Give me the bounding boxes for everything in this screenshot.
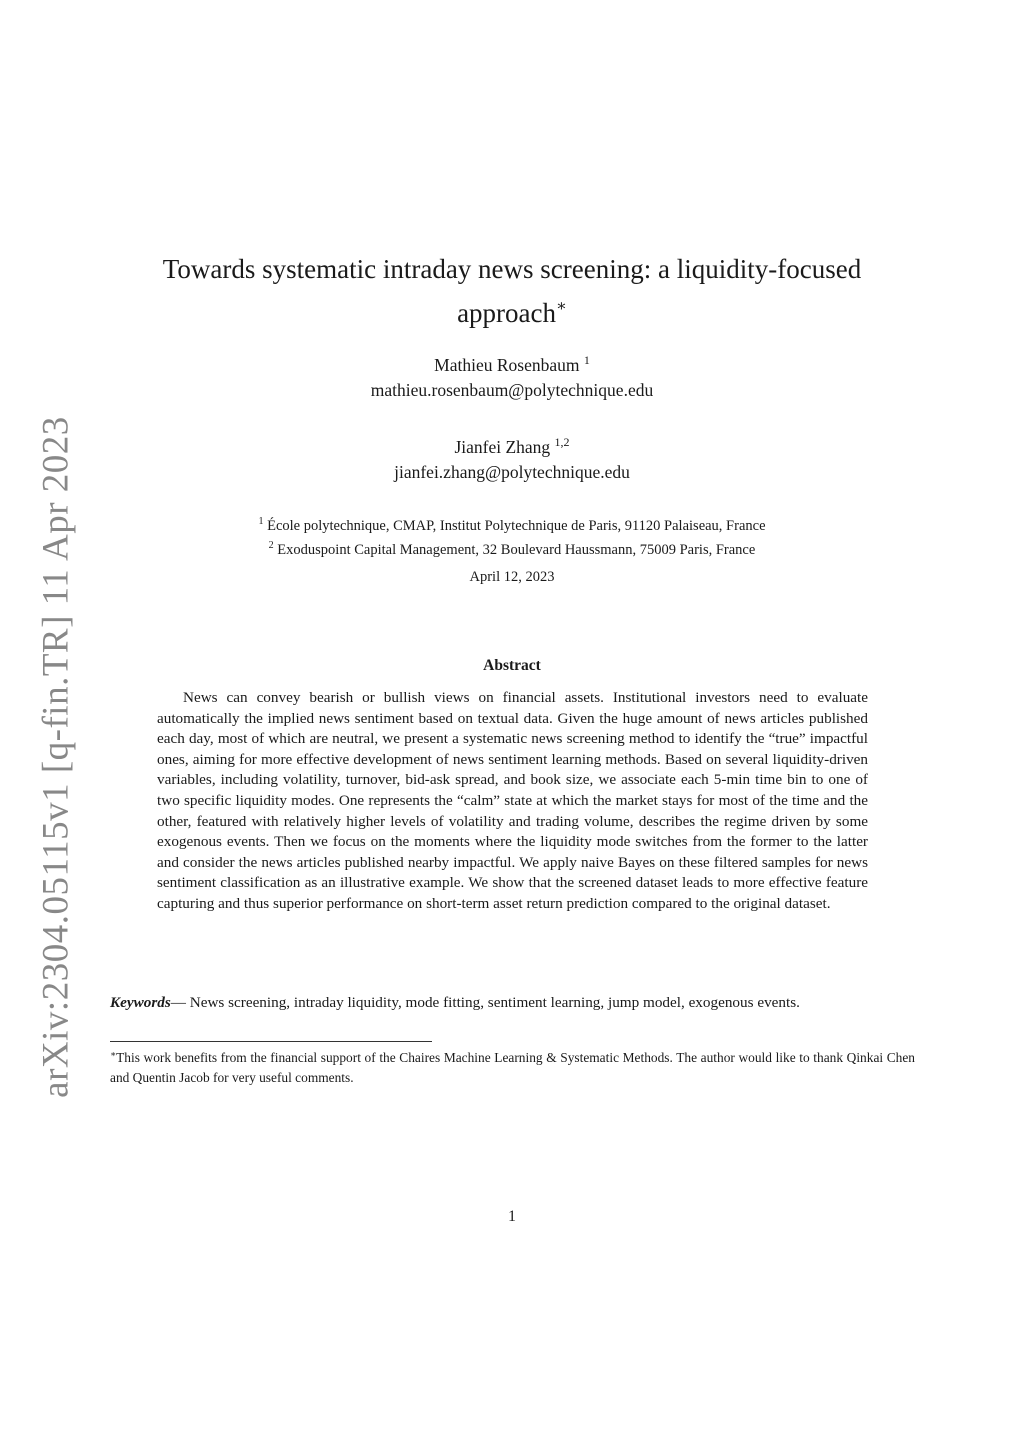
- author-1-name: Mathieu Rosenbaum: [434, 355, 580, 375]
- keywords: [110, 992, 915, 1013]
- affiliation-1-text: École polytechnique, CMAP, Institut Polytechnique de Paris, 91120 Palaiseau, France: [267, 518, 766, 534]
- footnote-mark: ∗: [110, 1049, 117, 1059]
- author-1: [112, 348, 912, 403]
- affiliation-1: [112, 512, 912, 536]
- title-line-1: Towards systematic intraday news screening: a liquidity-focused: [162, 254, 862, 284]
- abstract-body: News can convey bearish or bullish views on financial assets. Institutional investors need to evaluate automatically the implied news sentiment based on textual data. Given the huge amount of news articles published each day, most of which are neutral, we present a systematic news screening method to identify the “true” impactful ones, aiming for more effective development of news sentiment learning methods. Based on several liquidity-driven variables, including volatility, turnover, bid-ask spread, and book size, we associate each 5-min time bin to one of two specific liquidity modes. One represents the “calm” state at which the market stays for most of the time and the other, featured with relatively higher levels of volatility and trading volume, describes the regime driven by some exogenous events. Then we focus on the moments where the liquidity mode switches from the former to the latter and consider the news articles published nearby impactful. We apply naive Bayes on these filtered samples for news sentiment classification as an illustrative example. We show that the screened dataset leads to more effective feature capturing and thus superior performance on short-term asset return prediction compared to the original dataset.: [157, 689, 868, 912]
- author-2: [112, 430, 912, 485]
- title-footnote-mark: ∗: [556, 298, 567, 315]
- footnote: [110, 1044, 915, 1088]
- author-2-email: jianfei.zhang@polytechnique.edu: [394, 462, 630, 482]
- footnote-text: This work benefits from the financial support of the Chaires Machine Learning & Systematic Methods. The author would like to thank Qinkai Chen and Quentin Jacob for very useful comments.: [110, 1050, 915, 1085]
- affiliations: [112, 512, 912, 560]
- keywords-text: News screening, intraday liquidity, mode fitting, sentiment learning, jump model, exogenous events.: [189, 994, 800, 1011]
- author-2-name: Jianfei Zhang: [454, 437, 551, 457]
- keywords-separator: —: [170, 994, 190, 1011]
- affiliation-2-text: Exoduspoint Capital Management, 32 Boulevard Haussmann, 75009 Paris, France: [277, 542, 756, 558]
- page-number: 1: [508, 1208, 516, 1225]
- footnote-rule: [110, 1041, 432, 1042]
- affiliation-1-mark: 1: [258, 516, 264, 527]
- author-1-affil-marks: 1: [583, 353, 590, 367]
- affiliation-2-mark: 2: [268, 540, 274, 551]
- arxiv-sidebar-stamp: arXiv:2304.05115v1 [q-fin.TR] 11 Apr 2023: [35, 416, 77, 1098]
- paper-title: [112, 250, 912, 332]
- keywords-label: Keywords: [110, 994, 171, 1011]
- title-line-2: approach: [457, 298, 557, 328]
- author-2-affil-marks: 1,2: [554, 435, 570, 449]
- paper-date: April 12, 2023: [469, 569, 555, 585]
- affiliation-2: [112, 536, 912, 560]
- abstract-heading: Abstract: [483, 657, 541, 674]
- author-1-email: mathieu.rosenbaum@polytechnique.edu: [370, 380, 654, 400]
